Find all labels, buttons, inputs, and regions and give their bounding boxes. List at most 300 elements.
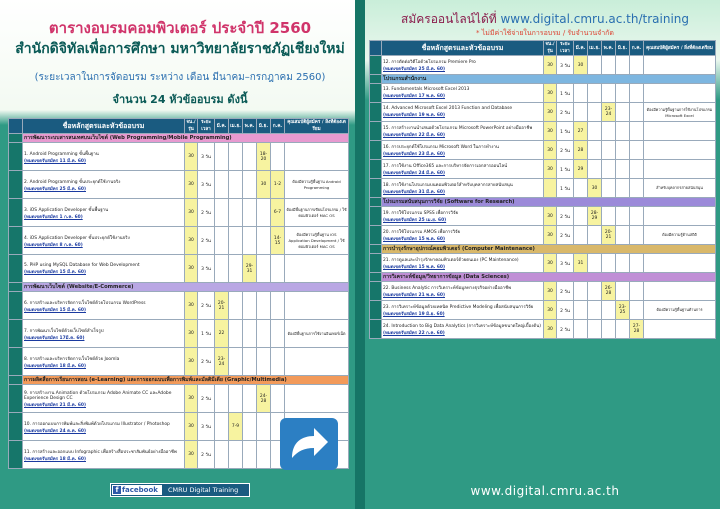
date-mar-cell (215, 199, 229, 227)
audience-cell: ต้องมีความรู้พื้นฐานการใช้งานโปรแกรม Microsoft Excel (644, 103, 716, 122)
date-may-cell: 20-21 (602, 226, 616, 245)
date-mar-cell: 27 (574, 122, 588, 141)
date-jul-cell (271, 348, 285, 376)
date-may-cell (243, 441, 257, 469)
header-hours: ระยะเวลา (557, 41, 574, 56)
course-name-cell (382, 103, 544, 122)
section-row (370, 273, 716, 282)
header-audience: คุณสมบัติผู้สมัคร / สิ่งที่ต้องเตรียม (644, 41, 716, 56)
hours-cell: 2 วัน (557, 226, 574, 245)
date-jul-cell: 1-2 (271, 171, 285, 199)
date-mar-cell (574, 207, 588, 226)
register-note: * ไม่มีค่าใช้จ่ายในการอบรม / รับจำนวนจำกัด (476, 29, 614, 37)
registration-deadline-link[interactable]: (หมดเขตรับสมัคร 22 มี.ค. 60) (383, 133, 445, 138)
row-category-cell (9, 385, 23, 413)
row-category-cell (9, 441, 23, 469)
hours-cell: 2 วัน (557, 301, 574, 320)
registration-deadline-link[interactable]: (หมดเขตรับสมัคร 17มี.ค. 60) (24, 335, 85, 341)
registration-deadline-link[interactable]: (หมดเขตรับสมัคร 8 ก.ค. 60) (24, 242, 83, 248)
date-mar-cell (574, 320, 588, 339)
facebook-icon: f (113, 486, 121, 494)
schedule-table-left (8, 118, 349, 469)
hours-cell: 1 วัน (557, 122, 574, 141)
hours-cell: 2 วัน (557, 207, 574, 226)
course-name-cell (23, 348, 185, 376)
hours-cell: 2 วัน (198, 199, 215, 227)
course-name-cell (382, 207, 544, 226)
date-may-cell (602, 254, 616, 273)
row-category-cell (370, 282, 382, 301)
course-name-cell (382, 122, 544, 141)
date-jun-cell (257, 255, 271, 283)
right-page (365, 0, 720, 509)
registration-deadline-link[interactable]: (หมดเขตรับสมัคร 19 พ.ค. 60) (383, 113, 445, 118)
course-name-cell (382, 282, 544, 301)
section-marker (370, 273, 382, 282)
registration-deadline-link[interactable]: (หมดเขตรับสมัคร 24 มี.ค. 60) (383, 171, 445, 176)
header-hours: ระยะเวลา (198, 119, 215, 134)
page-title: ตารางอบรมคอมพิวเตอร์ ประจำปี 2560 (48, 19, 312, 37)
table-row (370, 254, 716, 273)
date-jun-cell (616, 160, 630, 179)
section-marker (370, 75, 382, 84)
hours-cell: 2 วัน (198, 227, 215, 255)
row-category-cell (9, 292, 23, 320)
course-name-cell (23, 441, 185, 469)
course-name: 12. การตัดต่อวิดีโอด้วยโปรแกรม Premiere Pro (383, 60, 476, 65)
date-mar-cell (574, 282, 588, 301)
table-row (9, 320, 349, 348)
date-mar-cell (574, 226, 588, 245)
registration-deadline-link[interactable]: (หมดเขตรับสมัคร 15 มี.ค. 60) (24, 269, 86, 275)
date-may-cell (602, 56, 616, 75)
date-may-cell (602, 122, 616, 141)
date-mar-cell: 30 (574, 56, 588, 75)
registration-deadline-link[interactable]: (หมดเขตรับสมัคร 17 พ.ค. 60) (383, 94, 445, 99)
date-apr-cell (588, 56, 602, 75)
seats-cell: 30 (544, 282, 557, 301)
registration-deadline-link[interactable]: (หมดเขตรับสมัคร 22 ก.ค. 60) (383, 331, 445, 336)
date-mar-cell (215, 441, 229, 469)
date-jul-cell (630, 160, 644, 179)
date-jul-cell (630, 179, 644, 198)
date-apr-cell (229, 199, 243, 227)
date-apr-cell (588, 103, 602, 122)
date-apr-cell (588, 282, 602, 301)
date-jul-cell (630, 84, 644, 103)
row-category-cell (370, 103, 382, 122)
section-title: การบำรุงรักษาอุปกรณ์คอมพิวเตอร์ (Computer Maintenance) (382, 245, 716, 254)
hours-cell: 2 วัน (557, 320, 574, 339)
header-seats: จน./รุ่น (545, 42, 555, 54)
table-row (370, 84, 716, 103)
date-apr-cell (229, 441, 243, 469)
registration-deadline-link[interactable]: (หมดเขตรับสมัคร 18 มี.ค. 60) (24, 456, 86, 462)
course-name: 6. การสร้างและบริหารจัดการเว็บไซต์ด้วยโปรแกรม WordPress (24, 300, 146, 306)
date-apr-cell (229, 385, 243, 413)
course-name-cell (382, 226, 544, 245)
seats-cell: 30 (185, 441, 198, 469)
date-jun-cell (257, 441, 271, 469)
audience-cell: ต้องมีความรู้ด้านสถิติ (644, 226, 716, 245)
date-mar-cell: 22 (215, 320, 229, 348)
course-name: 19. การใช้โปรแกรม SPSS เพื่อการวิจัย (383, 211, 459, 216)
date-may-cell (602, 141, 616, 160)
date-mar-cell (574, 301, 588, 320)
seats-cell: 30 (544, 301, 557, 320)
header-cat (370, 41, 382, 56)
organization-title: สำนักดิจิทัลเพื่อการศึกษา มหาวิทยาลัยราชภัฏเชียงใหม่ (15, 41, 345, 57)
table-row (370, 226, 716, 245)
seats-cell: 30 (544, 254, 557, 273)
date-mar-cell (215, 171, 229, 199)
date-apr-cell (588, 226, 602, 245)
course-name-cell (23, 385, 185, 413)
section-title: การพัฒนาเว็บไซต์ (Website/E-Commerce) (23, 283, 349, 292)
section-marker (9, 376, 23, 385)
section-title: โปรแกรมสำนักงาน (382, 75, 716, 84)
date-mar-cell (574, 103, 588, 122)
registration-deadline-link[interactable]: (หมดเขตรับสมัคร 24 ต.ค. 60) (24, 428, 86, 434)
course-name: 8. การสร้างและบริหารจัดการเว็บไซต์ด้วย Joomla (24, 356, 120, 362)
course-name-cell (382, 301, 544, 320)
header-course-name: ชื่อหลักสูตรและหัวข้ออบรม (382, 41, 544, 56)
date-jun-cell (616, 84, 630, 103)
course-name-cell (382, 84, 544, 103)
row-category-cell (9, 348, 23, 376)
registration-deadline-link[interactable]: (หมดเขตรับสมัคร 21 มี.ค. 60) (24, 403, 86, 408)
hours-cell: 3 วัน (198, 171, 215, 199)
table-header-row (9, 119, 349, 134)
registration-deadline-link[interactable]: (หมดเขตรับสมัคร 25 มี.ค. 60) (383, 67, 445, 72)
hours-cell: 3 วัน (557, 254, 574, 273)
date-jun-cell: 18-20 (257, 143, 271, 171)
date-jul-cell (271, 320, 285, 348)
next-page-arrow-icon (280, 418, 338, 470)
seats-cell: 30 (544, 122, 557, 141)
date-mar-cell: 20-21 (215, 292, 229, 320)
table-row (9, 385, 349, 413)
table-header-row (370, 41, 716, 56)
audience-cell (644, 254, 716, 273)
date-may-cell (243, 320, 257, 348)
hours-cell: 2 วัน (557, 141, 574, 160)
date-apr-cell (229, 320, 243, 348)
audience-cell (644, 207, 716, 226)
course-name-cell (23, 199, 185, 227)
audience-cell: ต้องมีพื้นฐานการใช้งานอินเทอร์เน็ต (285, 320, 349, 348)
left-page (0, 0, 355, 509)
row-category-cell (370, 122, 382, 141)
registration-deadline-link[interactable]: (หมดเขตรับสมัคร 21 พ.ค. 60) (383, 293, 445, 298)
course-name-cell (382, 179, 544, 198)
registration-deadline-link[interactable]: (หมดเขตรับสมัคร 18 มี.ค. 60) (24, 363, 86, 369)
header-mar: มี.ค. (574, 41, 588, 56)
registration-deadline-link[interactable]: (หมดเขตรับสมัคร 1 ก.ค. 60) (24, 214, 83, 220)
date-jun-cell (616, 103, 630, 122)
row-category-cell (9, 320, 23, 348)
registration-deadline-link[interactable]: (หมดเขตรับสมัคร 25 มี.ค. 60) (24, 186, 86, 192)
date-apr-cell (229, 255, 243, 283)
section-row (370, 75, 716, 84)
date-may-cell: 29-31 (243, 255, 257, 283)
section-row (370, 198, 716, 207)
seats-cell: 30 (544, 160, 557, 179)
course-name-cell (382, 160, 544, 179)
course-name: 15. การสร้างงานนำเสนอด้วยโปรแกรม Microsoft PowerPoint อย่างมืออาชีพ (383, 126, 533, 131)
footer-url-link[interactable]: www.digital.cmru.ac.th (470, 484, 620, 498)
row-category-cell (370, 207, 382, 226)
section-marker (9, 134, 23, 143)
date-mar-cell (215, 143, 229, 171)
date-apr-cell (588, 254, 602, 273)
course-name: 21. การดูแลและบำรุงรักษาคอมพิวเตอร์ด้วยตนเอง (PC Maintenance) (383, 258, 519, 263)
row-category-cell (9, 199, 23, 227)
table-row (9, 171, 349, 199)
header-course-name: ชื่อหลักสูตรและหัวข้ออบรม (23, 119, 185, 134)
audience-cell (644, 122, 716, 141)
table-row (370, 301, 716, 320)
row-category-cell (9, 255, 23, 283)
date-jul-cell (271, 255, 285, 283)
date-may-cell (602, 320, 616, 339)
date-may-cell: 23-24 (602, 103, 616, 122)
register-prefix: สมัครออนไลน์ได้ที่ (401, 12, 497, 26)
register-heading (375, 10, 715, 29)
date-jul-cell (271, 292, 285, 320)
hours-cell: 2 วัน (557, 282, 574, 301)
audience-cell (285, 292, 349, 320)
hours-cell: 1 วัน (557, 84, 574, 103)
row-category-cell (9, 143, 23, 171)
table-row (370, 160, 716, 179)
hours-cell: 2 วัน (198, 348, 215, 376)
section-marker (370, 198, 382, 207)
training-period: (ระยะเวลาในการจัดอบรม ระหว่าง เดือน มีนาคม–กรกฎาคม 2560) (34, 72, 326, 83)
table-row (370, 320, 716, 339)
date-jul-cell (630, 141, 644, 160)
section-title: การพัฒนาระบบสารสนเทศบนเว็บไซต์ (Web Programming/Mobile Programming) (23, 134, 349, 143)
audience-cell (285, 143, 349, 171)
row-category-cell (9, 413, 23, 441)
seats-cell: 30 (544, 141, 557, 160)
registration-deadline-link[interactable]: (หมดเขตรับสมัคร 23 มี.ค. 60) (383, 152, 445, 157)
date-jul-cell (630, 56, 644, 75)
course-name: 4. iOS Application Developer ขั้นประยุกต์ใช้งานจริง (24, 235, 130, 241)
row-category-cell (370, 301, 382, 320)
course-name-cell (23, 320, 185, 348)
audience-cell (644, 282, 716, 301)
audience-cell: ต้องมีพื้นฐานการเขียนโปรแกรม / ใช้คอมพิวเตอร์ MAC OS (285, 199, 349, 227)
date-may-cell (602, 84, 616, 103)
date-jul-cell (630, 207, 644, 226)
seats-cell: 30 (544, 207, 557, 226)
hours-cell: 1 วัน (557, 179, 574, 198)
date-may-cell (602, 160, 616, 179)
section-marker (9, 283, 23, 292)
date-jul-cell (630, 103, 644, 122)
date-jul-cell: 14-15 (271, 227, 285, 255)
course-name-cell (23, 171, 185, 199)
seats-cell: 30 (185, 292, 198, 320)
course-name-cell (23, 255, 185, 283)
header-apr: เม.ย. (229, 119, 243, 134)
row-category-cell (370, 56, 382, 75)
registration-deadline-link[interactable]: (หมดเขตรับสมัคร 31 มี.ค. 60) (383, 190, 445, 195)
date-apr-cell (229, 171, 243, 199)
date-jul-cell (630, 226, 644, 245)
audience-cell (644, 84, 716, 103)
header-jul: ก.ค. (630, 41, 644, 56)
date-jun-cell: 23-25 (616, 301, 630, 320)
date-jul-cell (630, 282, 644, 301)
date-jun-cell (257, 320, 271, 348)
date-mar-cell (215, 227, 229, 255)
date-jun-cell (616, 56, 630, 75)
header-apr: เม.ย. (588, 41, 602, 56)
registration-deadline-link[interactable]: (หมดเขตรับสมัคร 15 มี.ค. 60) (24, 307, 86, 313)
date-may-cell (243, 171, 257, 199)
seats-cell: 30 (544, 56, 557, 75)
date-may-cell (243, 143, 257, 171)
date-may-cell (243, 199, 257, 227)
audience-cell (644, 160, 716, 179)
section-marker (370, 245, 382, 254)
registration-deadline-link[interactable]: (หมดเขตรับสมัคร 15 พ.ค. 60) (383, 265, 445, 270)
date-may-cell (243, 227, 257, 255)
course-name: 9. การสร้างงาน Animation ด้วยโปรแกรม Adobe Animate CC และAdobe Experience Design CC (24, 391, 172, 401)
date-apr-cell (229, 292, 243, 320)
date-jun-cell (257, 413, 271, 441)
seats-cell: 30 (185, 143, 198, 171)
row-category-cell (370, 141, 382, 160)
hours-cell: 1 วัน (557, 160, 574, 179)
course-name-cell (23, 143, 185, 171)
date-may-cell (243, 348, 257, 376)
registration-deadline-link[interactable]: (หมดเขตรับสมัคร 19 มิ.ย. 60) (383, 312, 445, 317)
hours-cell: 2 วัน (198, 292, 215, 320)
date-jul-cell (630, 254, 644, 273)
course-name: 14. Advanced Microsoft Excel 2013 Function and Database (383, 106, 513, 111)
registration-deadline-link[interactable]: (หมดเขตรับสมัคร 11 มี.ค. 60) (24, 158, 86, 164)
audience-cell (285, 385, 349, 413)
seats-cell: 30 (185, 255, 198, 283)
date-jul-cell (630, 122, 644, 141)
row-category-cell (370, 160, 382, 179)
facebook-page-name[interactable]: CMRU Digital Training (168, 486, 239, 494)
date-apr-cell: 30 (588, 179, 602, 198)
seats-cell (544, 179, 557, 198)
date-jun-cell (257, 227, 271, 255)
date-apr-cell (588, 320, 602, 339)
date-apr-cell (588, 141, 602, 160)
row-category-cell (370, 84, 382, 103)
schedule-table-right (369, 40, 716, 339)
course-name: 11. การสร้างและออกแบบ Infographic เพื่อสร้างสื่อประชาสัมพันธ์อย่างมืออาชีพ (24, 449, 177, 455)
seats-cell: 30 (544, 84, 557, 103)
row-category-cell (370, 179, 382, 198)
table-row (9, 348, 349, 376)
course-name: 10. การออกแบบการพิมพ์และสิ่งพิมพ์ด้วยโปรแกรม Illustrator / Photoshop (24, 421, 170, 427)
course-name: 3. iOS Application Developer ขั้นพื้นฐาน (24, 207, 109, 213)
course-name-cell (382, 254, 544, 273)
date-mar-cell (574, 84, 588, 103)
course-name-cell (382, 141, 544, 160)
date-may-cell (243, 413, 257, 441)
audience-cell (285, 255, 349, 283)
date-mar-cell (574, 179, 588, 198)
section-row (370, 245, 716, 254)
course-name: 23. การวิเคราะห์ข้อมูลด้วยเทคนิค Predictive Modeling เพื่อสนับสนุนการวิจัย (383, 305, 534, 310)
course-name: 1. Android Programming ขั้นพื้นฐาน (24, 151, 99, 157)
date-jun-cell (616, 179, 630, 198)
table-row (9, 227, 349, 255)
registration-deadline-link[interactable]: (หมดเขตรับสมัคร 15 พ.ค. 60) (383, 237, 445, 242)
course-name: 5. PHP using MySQL Database for Web Development (24, 262, 140, 268)
header-mar: มี.ค. (215, 119, 229, 134)
registration-deadline-link[interactable]: (หมดเขตรับสมัคร 25 เม.ย. 60) (383, 218, 447, 223)
date-apr-cell (229, 143, 243, 171)
course-name: 16. การประยุกต์ใช้โปรแกรม Microsoft Word ในการทำงาน (383, 145, 499, 150)
date-may-cell (602, 207, 616, 226)
date-apr-cell (588, 122, 602, 141)
date-apr-cell (229, 348, 243, 376)
date-jul-cell: 27-28 (630, 320, 644, 339)
course-name: 24. Introduction to Big Data Analytics (การวิเคราะห์ข้อมูลขนาดใหญ่เบื้องต้น) (383, 324, 541, 329)
date-jun-cell (257, 348, 271, 376)
course-name: 7. การพัฒนาเว็บไซต์ด้วยเว็บไซต์สำเร็จรูป (24, 328, 104, 334)
seats-cell: 30 (544, 103, 557, 122)
header-audience: คุณสมบัติผู้สมัคร / สิ่งที่ต้องเตรียม (285, 119, 349, 134)
register-url-link[interactable]: www.digital.cmru.ac.th/training (500, 12, 689, 26)
date-jun-cell: 24-28 (257, 385, 271, 413)
seats-cell: 30 (544, 320, 557, 339)
date-mar-cell: 31 (574, 254, 588, 273)
section-row (9, 283, 349, 292)
hours-cell: 3 วัน (198, 413, 215, 441)
table-row (370, 56, 716, 75)
date-apr-cell: 28-29 (588, 207, 602, 226)
table-row (370, 122, 716, 141)
seats-cell: 30 (185, 320, 198, 348)
table-row (9, 199, 349, 227)
date-jun-cell (616, 254, 630, 273)
hours-cell: 2 วัน (557, 103, 574, 122)
hours-cell: 3 วัน (198, 255, 215, 283)
row-category-cell (370, 320, 382, 339)
date-apr-cell (588, 301, 602, 320)
row-category-cell (370, 254, 382, 273)
page-gutter (355, 0, 365, 509)
course-name-cell (382, 320, 544, 339)
table-row (9, 143, 349, 171)
date-jun-cell: 30 (257, 171, 271, 199)
date-mar-cell (215, 385, 229, 413)
row-category-cell (370, 226, 382, 245)
seats-cell: 30 (185, 348, 198, 376)
date-may-cell (602, 301, 616, 320)
table-row (9, 292, 349, 320)
header-jun: มิ.ย. (257, 119, 271, 134)
header-jul: ก.ค. (271, 119, 285, 134)
course-name: 20. การใช้โปรแกรม AMOS เพื่อการวิจัย (383, 230, 461, 235)
course-name-cell (23, 292, 185, 320)
course-name-cell (23, 413, 185, 441)
date-jul-cell (630, 301, 644, 320)
date-may-cell: 26-28 (602, 282, 616, 301)
table-row (370, 179, 716, 198)
date-jun-cell (616, 141, 630, 160)
